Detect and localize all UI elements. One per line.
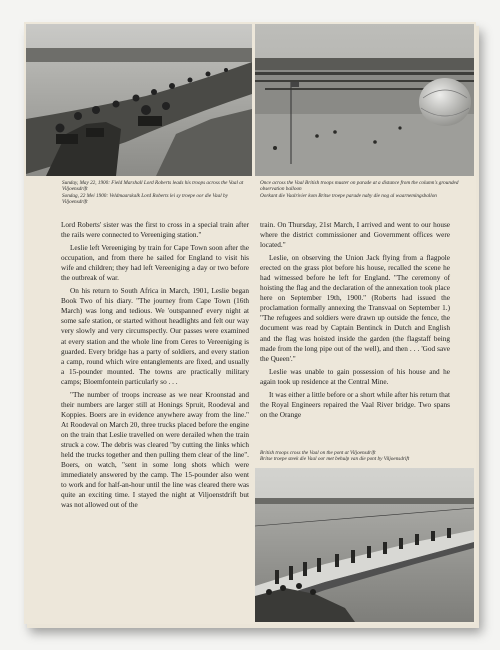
caption-photo3-english: British troops cross the Vaal on the pont at Viljoensdrift xyxy=(260,450,376,456)
photo-troops-on-pont xyxy=(255,468,474,622)
right-paragraph: Leslie was unable to gain possession of his house and he again took up residence at the Central Mine. xyxy=(260,367,450,386)
right-paragraph: It was either a little before or a short while after his return that the Royal Engineers repaired the Vaal River bridge. Two spans on the Orange xyxy=(260,390,450,419)
left-paragraph: "The number of troops increase as we near Kroonstad and their numbers are larger still at Honings Spruit, Roodeval and Koppies. Boers are in evidence anywhere away from the line." At Roodeval on March 20, three trucks placed before the engine on the train that Leslie travelled on were derailed when the train struck a cow. The debris was cleared "by cutting the links which held the trucks together and then pulling them clear of the line". Boers, on watch, "sent in some long shots which were immediately answered by the camp. The 15-pounder also went to work and for half-an-hour until the line was cleared there was quite an exciting time. I stayed the night at Viljoenstdrift but was not allowed out of the xyxy=(61,390,249,510)
left-paragraph: On his return to South Africa in March, 1901, Leslie began Book Two of his diary. "The journey from Cape Town (16th March) was long and tedious. We 'outspanned' every night at some safe station, or started without headlights and felt our way very slowly and very circumspectly. Our passes were examined at every station and the whole line from Ceres to Vereeniging is guarded. Every bridge has a party of soldiers, and every station a camp, round which wire entanglements are fixed, and usually a 15-pounder mounted. The towns are practically military camps; Bloemfontein particularly so . . . xyxy=(61,287,249,386)
caption-photo2 xyxy=(260,180,472,199)
caption-photo1-afrikaans: Sondag, 22 Mei 1900: Veldmaarskalk Lord Roberts lei sy troepe oor die Vaal by Viljoensdrift xyxy=(62,192,228,206)
right-paragraph: Leslie, on observing the Union Jack flying from a flagpole erected on the grass plot before his house, recalled the scene he had witnessed before he left for England. "The ceremony of hoisting the flag and the declaration of the annexation took place here on September 19th, 1900." (Roberts had issued the proclamation formally annexing the Transvaal on September 1.) "The refugees and soldiers were drawn up outside the fence, the document was read by Captain Bentinck in Dutch and English and the flag was hoisted inside the garden (the flagstaff being made from the long pipe out of the well), and then . . . 'God save the Queen'." xyxy=(260,254,450,363)
caption-photo3-afrikaans: Britse troepe steek die Vaal oor met behulp van die pont by Viljoensdrift xyxy=(260,456,410,463)
photo-troops-crossing-vaal xyxy=(26,24,252,176)
left-paragraph: Lord Roberts' sister was the first to cross in a special train after the rails were connected to Vereeniging station." xyxy=(61,221,249,240)
caption-photo2-afrikaans: Oorkant die Vaalrivier kom Britse troepe parade naby die nog al waarnemingsballon xyxy=(260,192,437,199)
book-page xyxy=(24,22,476,624)
caption-photo3 xyxy=(260,450,474,463)
right-paragraph: train. On Thursday, 21st March, I arrived and went to our house where the district commissioner and Government offices were located." xyxy=(260,221,450,250)
left-text-column xyxy=(61,220,249,513)
left-paragraph: Leslie left Vereeniging by train for Cape Town soon after the occupation, and from there he sailed for England to visit his wife and children; they had left Vereeniging a day or two before the outbreak of war. xyxy=(61,244,249,283)
caption-photo1 xyxy=(62,180,250,206)
caption-photo1-english: Sunday, May 22, 1900: Field Marshall Lord Roberts leads his troops across the Vaal at Viljoensdrift xyxy=(62,180,244,193)
caption-photo2-english: Once across the Vaal British troops muster on parade at a distance from the column's grounded observation balloon xyxy=(260,180,459,193)
right-text-column xyxy=(260,220,450,423)
photo-parade-balloon xyxy=(255,24,474,176)
